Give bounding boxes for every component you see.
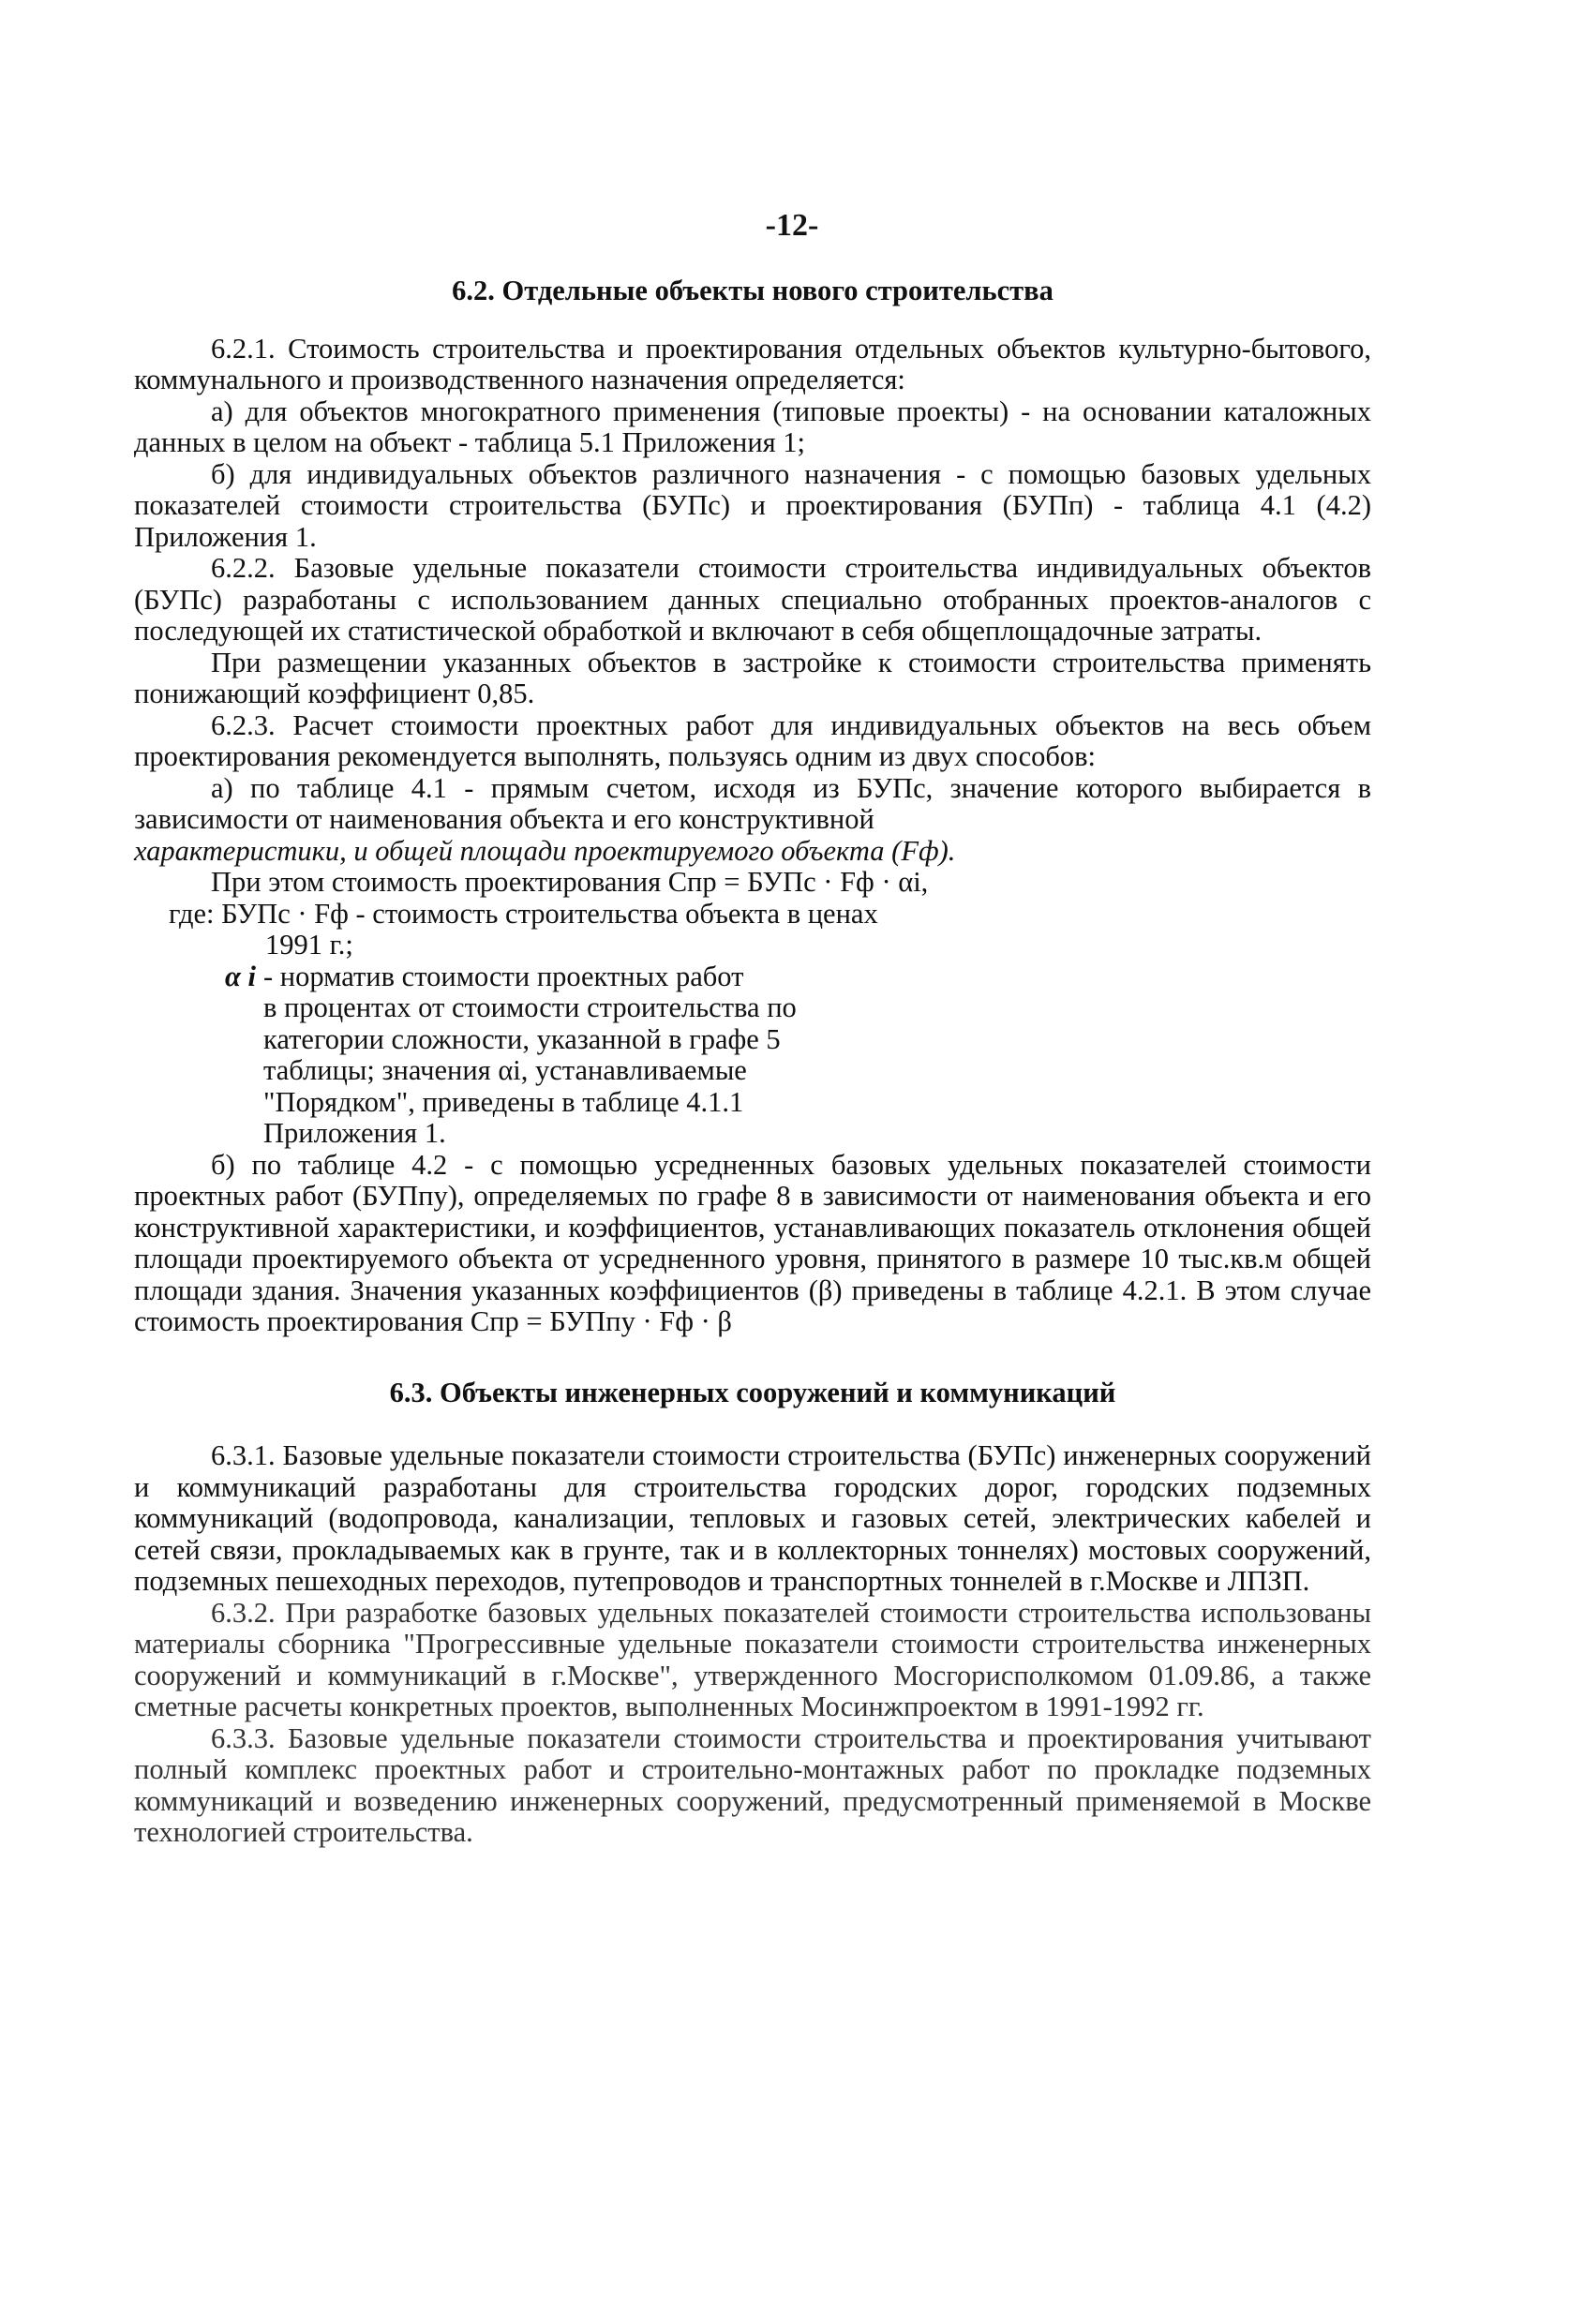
alpha-definition [134,961,1371,1150]
method-a-italic: характеристики, и общей площади проектируемого объекта (Fф). [134,834,956,867]
paragraph-6-3-2: 6.3.2. При разработке базовых удельных показателей стоимости строительства использованы материалы сборника "Прогрессивные удельные показатели стоимости строительства инженерных сооружений и коммуникаций в г.Москве", утвержденного Мосгорисполкомом 01.09.86, а также сметные расчеты конкретных проектов, выполненных Мосинжпроектом в 1991-1992 гг. [134,1596,1371,1722]
document-body [134,262,1371,1849]
formula-cost-projection: При этом стоимость проектирования Спр = БУПс · Fф · αi, [211,866,929,898]
list-item-a: а) для объектов многократного применения (типовые проекты) - на основании каталожных данных в целом на объект - таблица 5.1 Приложения 1; [134,395,1371,458]
paragraph-6-3-1: 6.3.1. Базовые удельные показатели стоимости строительства (БУПс) инженерных сооружений и коммуникаций разработаны для строительства городских дорог, городских подземных коммуникаций (водопровода, канализации, тепловых и газовых сетей, электрических кабелей и сетей связи, прокладываемых как в грунте, так и в коллекторных тоннелях) мостовых сооружений, подземных пешеходных переходов, путепроводов и транспортных тоннелей в г.Москве и ЛПЗП. [134,1439,1371,1597]
formula-year: 1991 г.; [265,929,353,961]
alpha-line: таблицы; значения αi, устанавливаемые [263,1054,747,1086]
alpha-line: категории сложности, указанной в графе 5 [263,1022,781,1055]
alpha-line: - норматив стоимости проектных работ [263,960,744,992]
alpha-line: "Порядком", приведены в таблице 4.1.1 [263,1085,744,1118]
alpha-definition-lines [263,961,994,1150]
paragraph-reduction-coefficient: При размещении указанных объектов в застройке к стоимости строительства применять понижающий коэффициент 0,85. [134,646,1371,709]
paragraph-6-2-2: 6.2.2. Базовые удельные показатели стоимости строительства индивидуальных объектов (БУПс) разработаны с использованием данных специально отобранных проектов-аналогов с последующей их статистической обработкой и включают в себя общеплощадочные затраты. [134,552,1371,647]
alpha-symbol: α i [225,960,256,992]
list-item-b: б) для индивидуальных объектов различного назначения - с помощью базовых удельных показателей стоимости строительства (БУПс) и проектирования (БУПп) - таблица 4.1 (4.2) Приложения 1. [134,457,1371,553]
method-a: а) по таблице 4.1 - прямым счетом, исходя из БУПс, значение которого выбирается в зависимости от наименования объекта и его конструктивной [134,771,1371,835]
paragraph-6-2-3: 6.2.3. Расчет стоимости проектных работ для индивидуальных объектов на весь объем проектирования рекомендуется выполнять, пользуясь одним из двух способов: [134,708,1371,772]
formula-where: где: БУПс · Fф - стоимость строительства объекта в ценах [169,897,878,930]
paragraph-6-3-3: 6.3.3. Базовые удельные показатели стоимости строительства и проектирования учитывают полный комплекс проектных работ и строительно-монтажных работ по прокладке подземных коммуникаций и возведению инженерных сооружений, предусмотренный применяемой в Москве технологией строительства. [134,1721,1371,1848]
method-b: б) по таблице 4.2 - с помощью усредненных базовых удельных показателей стоимости проектных работ (БУПпу), определяемых по графе 8 в зависимости от наименования объекта и его конструктивной характеристики, и коэффициентов, устанавливающих показатель отклонения общей площади проектируемого объекта от усредненного уровня, принятого в размере 10 тыс.кв.м общей площади здания. Значения указанных коэффициентов (β) приведены в таблице 4.2.1. В этом случае стоимость проектирования Спр = БУПпу · Fф · β [134,1148,1371,1337]
alpha-line: в процентах от стоимости строительства по [263,991,797,1023]
alpha-line: Приложения 1. [263,1117,446,1149]
paragraph-6-2-1: 6.2.1. Стоимость строительства и проектирования отдельных объектов культурно-бытового, коммунального и производственного назначения определяется: [134,332,1371,395]
section-heading-6-2: 6.2. Отдельные объекты нового строительства [452,275,1054,306]
page-number: -12- [765,208,819,243]
section-heading-6-3: 6.3. Объекты инженерных сооружений и коммуникаций [389,1376,1116,1408]
